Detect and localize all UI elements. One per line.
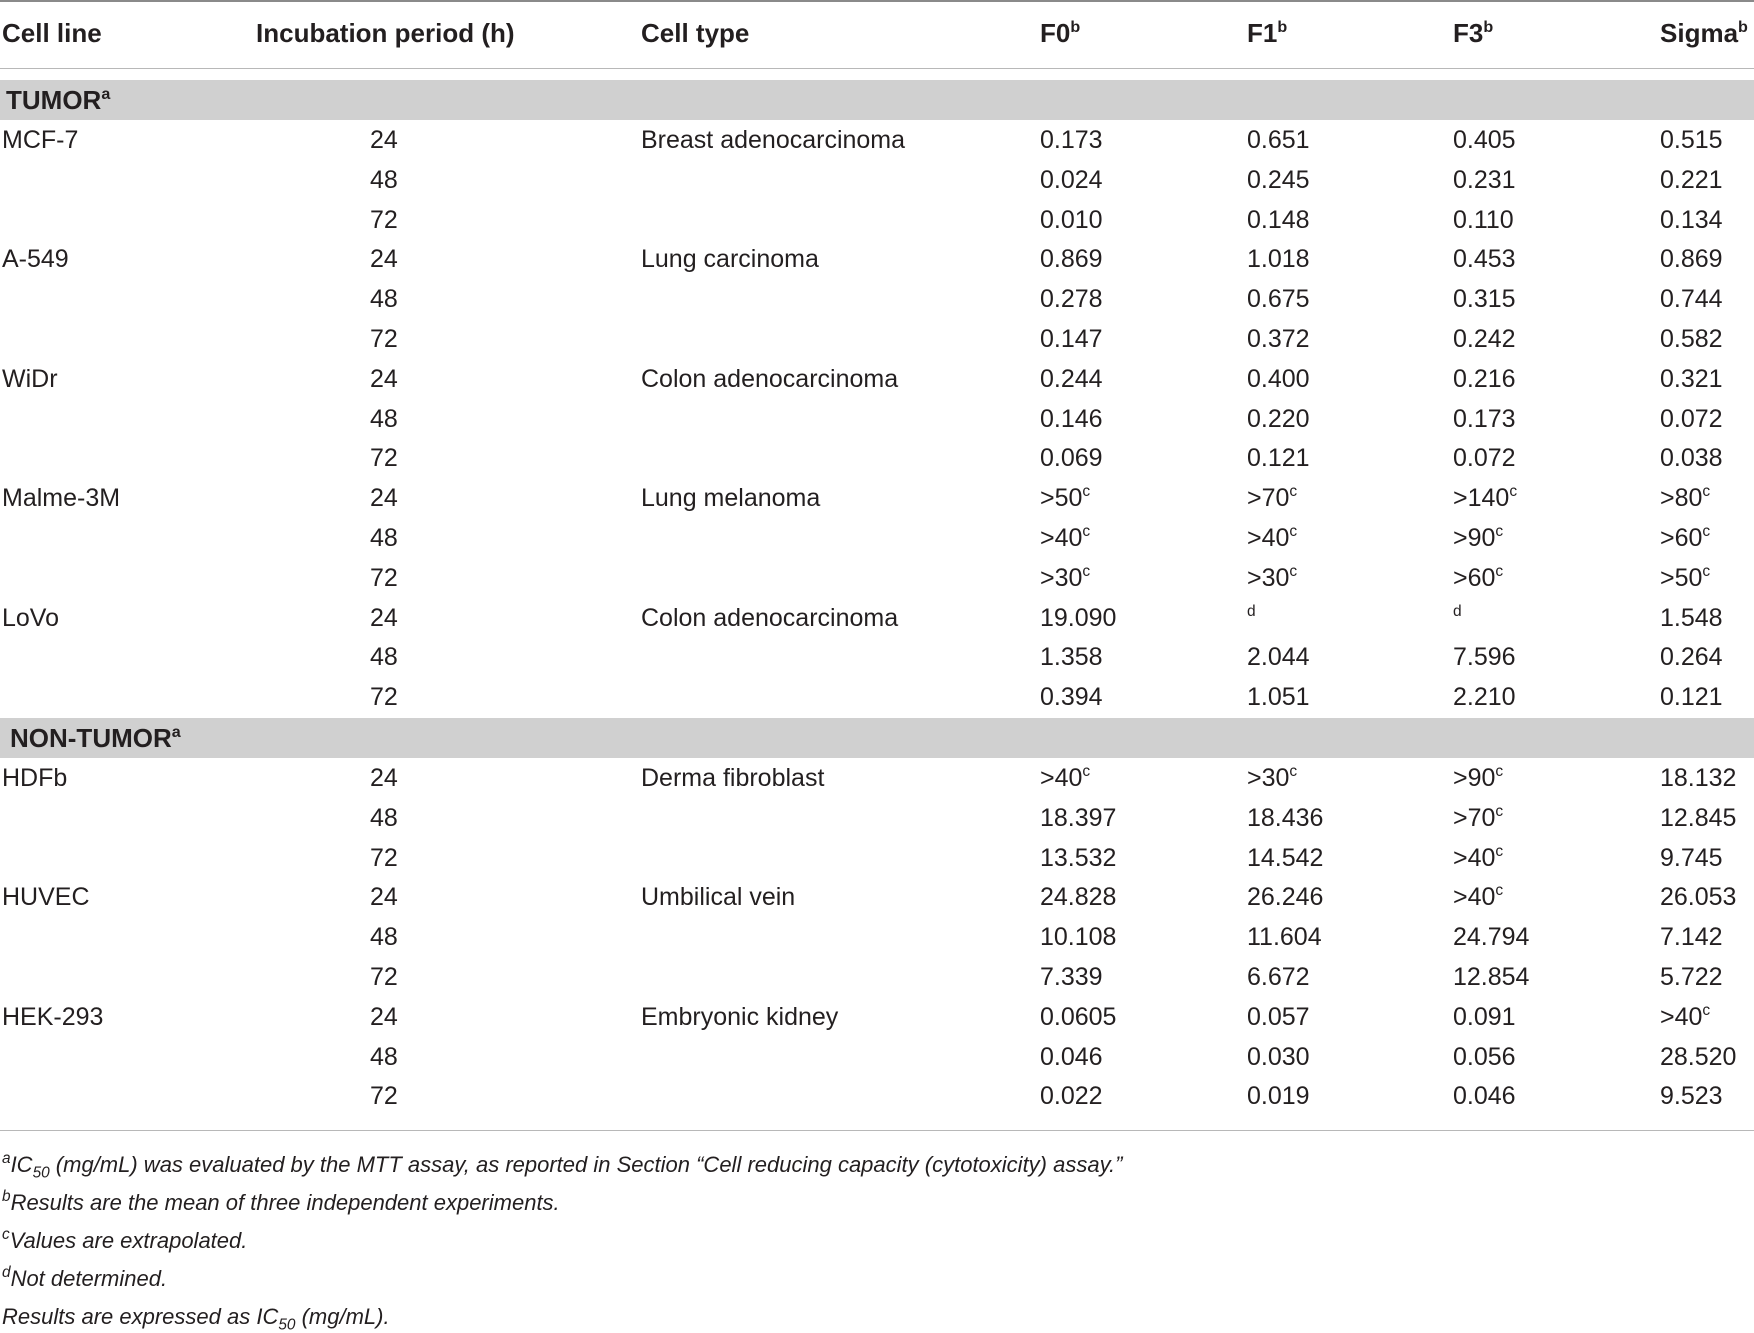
- cell-f1: 0.245: [1247, 165, 1310, 194]
- cell-sigma: 0.582: [1660, 325, 1723, 353]
- cell-hours: 48: [370, 404, 398, 433]
- cell-sigma: $>60^c$: [1660, 522, 1711, 552]
- cell-f0: 0.069: [1040, 444, 1103, 473]
- cell-sigma: 7.142: [1660, 923, 1723, 952]
- cell-f3: $>90^c$: [1453, 522, 1504, 552]
- cell-sigma: 1.548: [1660, 603, 1723, 632]
- table-row: [0, 677, 1754, 717]
- table-row: [0, 798, 1754, 838]
- cell-f0: 0.046: [1040, 1042, 1103, 1071]
- cell-f0: $>50^c$: [1040, 483, 1091, 513]
- cell-f0: 19.090: [1040, 603, 1117, 632]
- cell-f3: $>40^c$: [1453, 882, 1504, 912]
- cell-sigma: 0.038: [1660, 444, 1723, 473]
- cell-f0: $>30^c$: [1040, 562, 1091, 592]
- cell-hours: 48: [370, 285, 398, 314]
- cell-f1: 0.057: [1247, 1002, 1310, 1031]
- cell-f0: 0.010: [1040, 205, 1103, 234]
- cell-f3: 0.056: [1453, 1042, 1516, 1071]
- table-row: [0, 399, 1754, 439]
- cell-f0: 0.394: [1040, 683, 1103, 712]
- cell-f1: 26.246: [1247, 883, 1324, 912]
- cell-hours: 72: [370, 563, 398, 592]
- cell-f1: d: [1247, 602, 1256, 620]
- cell-type: Lung melanoma: [641, 484, 821, 513]
- cell-sigma: 18.132: [1660, 764, 1737, 792]
- cell-hours: 72: [370, 683, 398, 712]
- cell-f3: 0.242: [1453, 325, 1516, 353]
- cell-line: A-549: [2, 245, 69, 274]
- cell-f1: 2.044: [1247, 643, 1310, 672]
- table-row: [0, 239, 1754, 279]
- cell-f1: $>70^c$: [1247, 483, 1298, 513]
- section-tumor: TUMOR$^a$: [0, 80, 1754, 120]
- cell-f0: $>40^c$: [1040, 522, 1091, 552]
- cell-hours: 72: [370, 843, 398, 872]
- cell-line: HUVEC: [2, 883, 90, 912]
- cell-f1: $>40^c$: [1247, 522, 1298, 552]
- table-row: [0, 598, 1754, 638]
- cell-hours: 48: [370, 923, 398, 952]
- cell-sigma: 28.520: [1660, 1042, 1737, 1071]
- cell-hours: 72: [370, 205, 398, 234]
- cell-sigma: 0.134: [1660, 205, 1723, 234]
- cell-hours: 24: [370, 364, 398, 393]
- table-row: [0, 438, 1754, 478]
- cell-hours: 24: [370, 883, 398, 912]
- cell-sigma: 0.072: [1660, 404, 1723, 433]
- cell-f3: 0.072: [1453, 444, 1516, 473]
- bottom-rule: [0, 1130, 1754, 1131]
- table-row: [0, 838, 1754, 878]
- cell-f1: 6.672: [1247, 963, 1310, 991]
- table-row: [0, 279, 1754, 319]
- cell-sigma: $>50^c$: [1660, 562, 1711, 592]
- cell-f1: 14.542: [1247, 843, 1324, 872]
- footnote-units: Results are expressed as $IC_{50}$ (mg/mL).: [2, 1304, 390, 1333]
- cell-hours: 24: [370, 603, 398, 632]
- cell-f3: 0.110: [1453, 205, 1514, 234]
- cell-f1: 0.030: [1247, 1042, 1310, 1071]
- cell-f3: 0.091: [1453, 1002, 1516, 1031]
- cell-sigma: 12.845: [1660, 803, 1737, 832]
- cell-f1: $>30^c$: [1247, 762, 1298, 792]
- cell-sigma: 9.523: [1660, 1082, 1723, 1111]
- cell-f0: 0.147: [1040, 325, 1103, 353]
- cell-f0: 24.828: [1040, 883, 1117, 912]
- table-row: [0, 758, 1754, 798]
- cell-f3: 24.794: [1453, 923, 1530, 952]
- cell-f0: 13.532: [1040, 843, 1117, 872]
- cell-f3: d: [1453, 602, 1462, 620]
- cell-f0: 10.108: [1040, 923, 1117, 952]
- footnote-b: $^b$Results are the mean of three independent experiments.: [2, 1187, 560, 1215]
- cell-hours: 72: [370, 325, 398, 353]
- cell-f1: 0.675: [1247, 285, 1310, 314]
- cell-f0: 0.278: [1040, 285, 1103, 314]
- header-f3: F3$^b$: [1453, 17, 1494, 48]
- cell-f3: 0.173: [1453, 404, 1516, 433]
- cell-line: LoVo: [2, 603, 60, 632]
- cell-f3: 0.453: [1453, 245, 1516, 274]
- cell-type: Lung carcinoma: [641, 245, 819, 274]
- header-sigma: Sigma$^b$: [1660, 17, 1748, 48]
- cell-sigma: $>80^c$: [1660, 483, 1711, 513]
- cell-f3: $>60^c$: [1453, 562, 1504, 592]
- cell-f1: 11.604: [1247, 923, 1322, 952]
- cell-f1: 1.018: [1247, 245, 1310, 274]
- header-f0: F0$^b$: [1040, 17, 1081, 48]
- cell-f1: 18.436: [1247, 803, 1324, 832]
- table-row: [0, 359, 1754, 399]
- footnote-a: $^aIC_{50}$ (mg/mL) was evaluated by the MTT assay, as reported in Section “Cell reducing capacity (cytotoxicity) assay.”: [2, 1149, 1123, 1182]
- cell-f3: 0.046: [1453, 1082, 1516, 1111]
- cell-sigma: 26.053: [1660, 883, 1737, 912]
- header-f1: F1$^b$: [1247, 17, 1288, 48]
- cell-f0: 0.173: [1040, 126, 1103, 154]
- table-row: [0, 637, 1754, 677]
- cell-f1: 0.019: [1247, 1082, 1310, 1111]
- cell-line: HEK-293: [2, 1002, 104, 1031]
- cell-line: MCF-7: [2, 126, 79, 154]
- cell-sigma: 9.745: [1660, 843, 1723, 872]
- cell-f0: 0.022: [1040, 1082, 1103, 1111]
- table-row: [0, 917, 1754, 957]
- cell-f0: 0.024: [1040, 165, 1103, 194]
- cell-hours: 48: [370, 165, 398, 194]
- table-row: [0, 478, 1754, 518]
- cell-f1: 0.372: [1247, 325, 1310, 353]
- cell-hours: 24: [370, 764, 398, 792]
- cell-type: Embryonic kidney: [641, 1002, 839, 1031]
- cell-f0: 0.0605: [1040, 1002, 1117, 1031]
- header-cell-type: Cell type: [641, 18, 750, 48]
- cell-hours: 48: [370, 524, 398, 552]
- cell-type: Umbilical vein: [641, 883, 796, 912]
- cell-f1: 0.220: [1247, 404, 1310, 433]
- cell-f3: 0.216: [1453, 364, 1516, 393]
- cell-hours: 72: [370, 963, 398, 991]
- cell-type: Colon adenocarcinoma: [641, 603, 899, 632]
- table-row: [0, 160, 1754, 200]
- cell-sigma: 5.722: [1660, 963, 1723, 991]
- cell-f3: 0.405: [1453, 126, 1516, 154]
- cell-f3: $>90^c$: [1453, 762, 1504, 792]
- cell-f3: 0.315: [1453, 285, 1516, 314]
- cell-line: HDFb: [2, 764, 68, 792]
- cell-sigma: 0.121: [1660, 683, 1723, 712]
- table-row: [0, 997, 1754, 1037]
- cell-sigma: $>40^c$: [1660, 1001, 1711, 1031]
- cell-f0: 18.397: [1040, 803, 1117, 832]
- table-row: [0, 957, 1754, 997]
- footnote-c: $^c$Values are extrapolated.: [2, 1225, 248, 1253]
- header-cell-line: Cell line: [2, 18, 102, 48]
- section-non-tumor: NON-TUMOR$^a$: [0, 718, 1754, 758]
- cell-line: Malme-3M: [2, 484, 121, 513]
- cell-f3: $>140^c$: [1453, 483, 1518, 513]
- table-row: [0, 877, 1754, 917]
- cell-hours: 72: [370, 1082, 398, 1111]
- cell-f0: 0.869: [1040, 245, 1103, 274]
- cell-f3: 7.596: [1453, 643, 1516, 672]
- cell-f3: $>40^c$: [1453, 842, 1504, 872]
- cell-hours: 48: [370, 803, 398, 832]
- cell-f3: 0.231: [1453, 165, 1516, 194]
- cell-f3: 12.854: [1453, 963, 1530, 991]
- table-row: [0, 1037, 1754, 1077]
- cell-sigma: 0.869: [1660, 245, 1723, 274]
- cell-hours: 48: [370, 1042, 398, 1071]
- cell-f1: 0.148: [1247, 205, 1310, 234]
- cell-sigma: 0.264: [1660, 643, 1723, 672]
- cell-hours: 24: [370, 484, 398, 513]
- cell-sigma: 0.221: [1660, 165, 1723, 194]
- cell-f0: $>40^c$: [1040, 762, 1091, 792]
- cell-hours: 24: [370, 245, 398, 274]
- cell-f3: $>70^c$: [1453, 802, 1504, 832]
- cell-hours: 24: [370, 1002, 398, 1031]
- cell-f1: $>30^c$: [1247, 562, 1298, 592]
- cell-f0: 0.146: [1040, 404, 1103, 433]
- cell-f3: 2.210: [1453, 683, 1516, 712]
- cell-f0: 1.358: [1040, 643, 1103, 672]
- cell-hours: 72: [370, 444, 398, 473]
- cell-f0: 7.339: [1040, 963, 1103, 991]
- table-row: [0, 319, 1754, 359]
- table-row: [0, 558, 1754, 598]
- cell-type: Colon adenocarcinoma: [641, 364, 899, 393]
- cell-f1: 1.051: [1247, 683, 1310, 712]
- table-row: [0, 200, 1754, 240]
- cell-sigma: 0.515: [1660, 126, 1723, 154]
- cell-f1: 0.400: [1247, 364, 1310, 393]
- cell-f1: 0.121: [1247, 444, 1310, 473]
- cell-sigma: 0.744: [1660, 285, 1723, 314]
- cell-sigma: 0.321: [1660, 364, 1723, 393]
- cell-f0: 0.244: [1040, 364, 1103, 393]
- table-row: [0, 120, 1754, 160]
- cell-hours: 24: [370, 126, 398, 154]
- header-incubation: Incubation period (h): [256, 18, 515, 48]
- cell-type: Breast adenocarcinoma: [641, 126, 906, 154]
- cell-type: Derma fibroblast: [641, 764, 825, 792]
- header-rule: [0, 68, 1754, 69]
- cell-f1: 0.651: [1247, 126, 1310, 154]
- cell-hours: 48: [370, 643, 398, 672]
- footnote-d: $^d$Not determined.: [2, 1263, 168, 1291]
- table-row: [0, 518, 1754, 558]
- table-row: [0, 1076, 1754, 1116]
- cell-line: WiDr: [2, 364, 58, 393]
